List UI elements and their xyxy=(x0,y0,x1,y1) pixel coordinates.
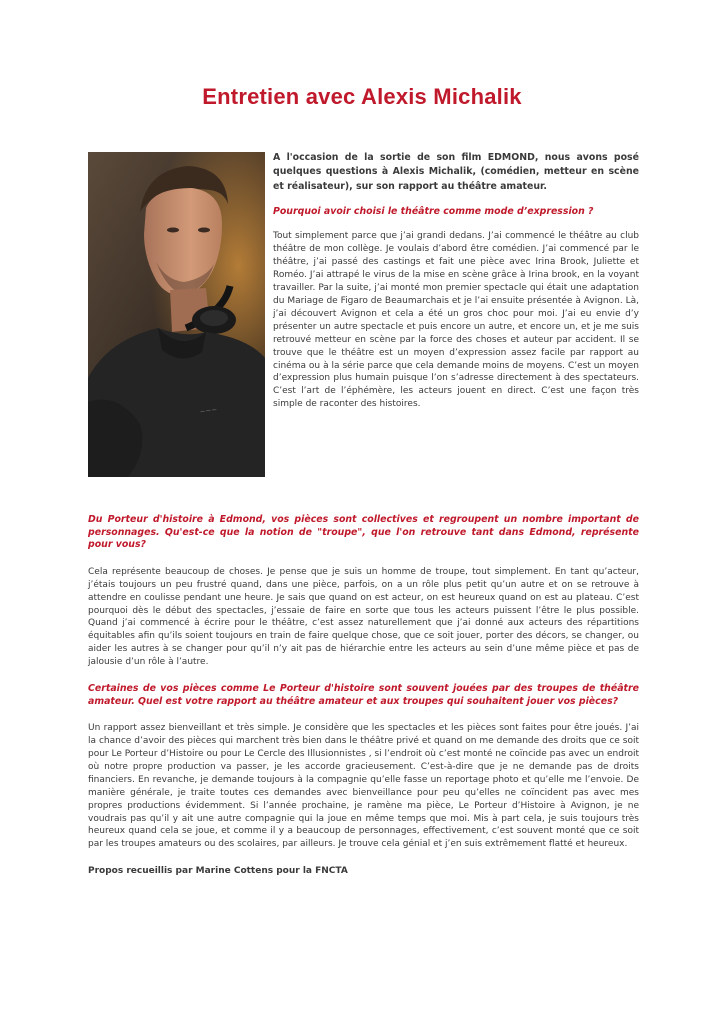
question-1: Pourquoi avoir choisi le théâtre comme mode d’expression ? xyxy=(273,205,594,217)
answer-2: Cela représente beaucoup de choses. Je pense que je suis un homme de troupe, tout simplement. En tant qu’acteur, j’étais toujours un peu frustré quand, dans une pièce, parfois, on a un rôle plus petit qu’un autre et on se retrouve à attendre en coulisse pendant une heure. Je sais que quand on est acteur, on est heureux quand on est au plateau. C’est pourquoi dès le début des spectacles, j’essaie de faire en sorte que tous les acteurs puissent l’être le plus possible. Quand j’ai commencé à écrire pour le théâtre, c’est assez naturellement que j’ai donné aux acteurs des répartitions équitables afin qu’ils soient toujours en train de faire quelque chose, que ce soit jouer, porter des décors, se changer, ou aider les autres à se changer pour qu’il n’y ait pas de hiérarchie entre les acteurs au sein d’une même pièce et pas de jalousie d’un rôle à l’autre. xyxy=(88,566,639,668)
intro-column xyxy=(273,151,639,411)
portrait-photo-graphic xyxy=(88,152,265,477)
answer-1: Tout simplement parce que j’ai grandi dedans. J’ai commencé le théâtre au club théâtre de mon collège. Je voulais d’abord être comédien. J’ai commencé par le théâtre, j’ai passé des castings et fait une pièce avec Irina Brook, Juliette et Roméo. J’ai attrapé le virus de la mise en scène grâce à Irina brook, en la voyant travailler. Par la suite, j’ai monté mon premier spectacle qui était une adaptation du Mariage de Figaro de Beaumarchais et je l’ai ensuite présentée à Avignon. Là, j’ai découvert Avignon et cela a été un gros choc pour moi. J’ai eu envie d’y présenter un autre spectacle et puis encore un autre, et encore un, et je me suis retrouvé metteur en scène par la force des choses et auteur par accident. Il se trouve que le théâtre est un moyen d’expression assez facile par rapport au cinéma ou à la série parce que cela demande moins de moyens. C’est un moyen d’expression plus humain puisque l’on s’adresse directement à des spectateurs. C’est l’art de l’éphémère, les acteurs jouent en direct. C’est une façon très simple de raconter des histoires. xyxy=(273,231,639,410)
question-3: Certaines de vos pièces comme Le Porteur d'histoire sont souvent jouées par des troupes de théâtre amateur. Quel est votre rapport au théâtre amateur et aux troupes qui souhaitent jouer vos pièces? xyxy=(88,683,639,707)
signature: Propos recueillis par Marine Cottens pour la FNCTA xyxy=(88,866,348,877)
interview-body xyxy=(88,514,639,878)
portrait-photo xyxy=(88,152,265,477)
intro-paragraph: A l'occasion de la sortie de son film EDMOND, nous avons posé quelques questions à Alexis Michalik, (comédien, metteur en scène et réalisateur), sur son rapport au théâtre amateur. xyxy=(273,152,639,192)
question-2: Du Porteur d'histoire à Edmond, vos pièces sont collectives et regroupent un nombre important de personnages. Qu'est-ce que la notion de "troupe", que l'on retrouve tant dans Edmond, représente pour vous? xyxy=(88,514,639,551)
answer-3: Un rapport assez bienveillant et très simple. Je considère que les spectacles et les pièces sont faites pour être joués. J’ai la chance d’avoir des pièces qui marchent très bien dans le théâtre privé et quand on me demande des droits que ce soit pour Le Porteur d’Histoire ou pour Le Cercle des Illusionnistes , si l’endroit où c’est monté ne coïncide pas avec un endroit où notre propre production va passer, je les accorde gracieusement. C’est-à-dire que je ne demande pas de droits financiers. En revanche, je demande toujours à la compagnie qu’elle fasse un reportage photo et qu’elle me l’envoie. De manière générale, je traite toutes ces demandes avec bienveillance pour peu qu’elles ne coïncident pas avec mes propres productions évidemment. Si l’année prochaine, je ramène ma pièce, Le Porteur d’Histoire à Avignon, je ne voudrais pas qu’il y ait une autre compagnie qui la joue en même temps que moi. Mis à part cela, je suis toujours très heureux quand cela se joue, et comme il y a beaucoup de personnages, effectivement, c’est souvent monté que ce soit par les troupes amateurs ou des scolaires, par ailleurs. Je trouve cela génial et j’en suis extrêmement flatté et heureux. xyxy=(88,723,639,850)
page-title: Entretien avec Alexis Michalik xyxy=(202,84,522,109)
svg-text:~~~: ~~~ xyxy=(199,405,218,416)
